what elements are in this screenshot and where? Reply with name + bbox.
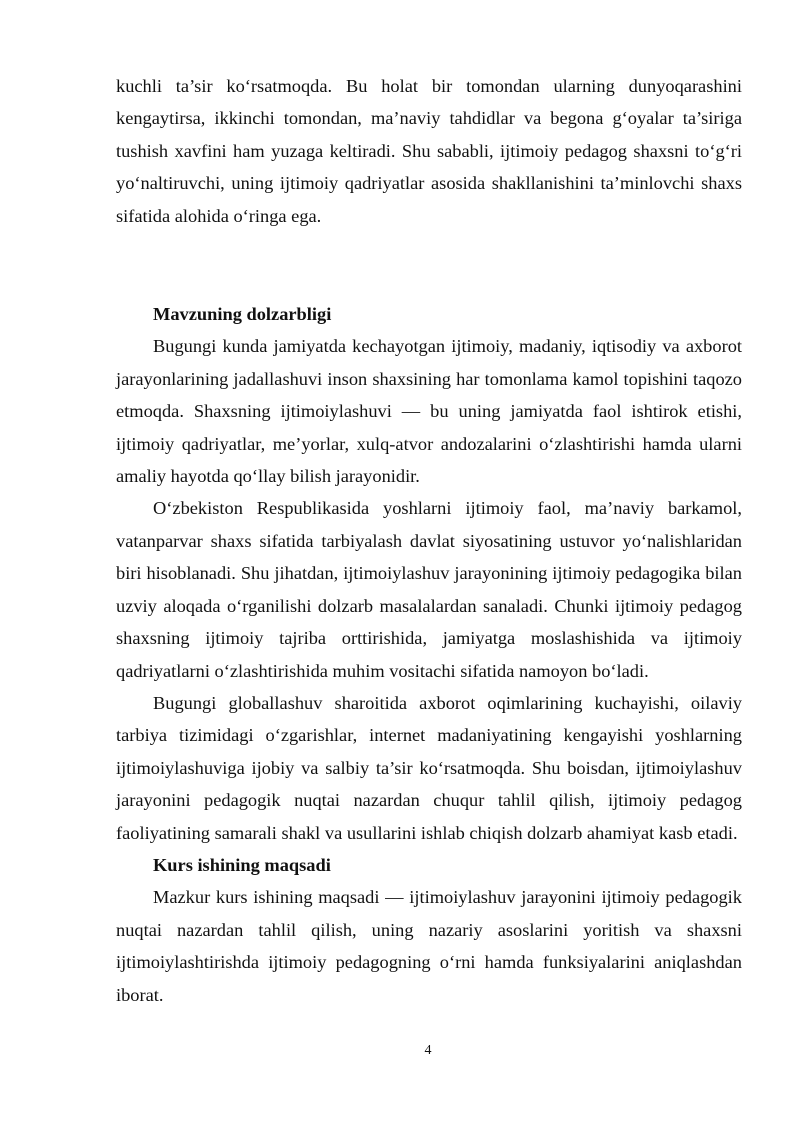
heading-goal: Kurs ishining maqsadi	[153, 854, 331, 875]
paragraph-goal: Mazkur kurs ishining maqsadi — ijtimoiylashuv jarayonini ijtimoiy pedagogik nuqtai nazardan tahlil qilish, uning nazariy asoslarini yoritish va shaxsni ijtimoiylashtirishda ijtimoiy pedagogning o‘rni hamda funksiyalarini aniqlashdan iborat.	[116, 887, 742, 1005]
heading-relevance: Mavzuning dolzarbligi	[153, 304, 332, 325]
page-body	[116, 70, 742, 1011]
paragraph-relevance-3: Bugungi globallashuv sharoitida axborot oqimlarining kuchayishi, oilaviy tarbiya tizimidagi o‘zgarishlar, internet madaniyatining kengayishi yoshlarning ijtimoiylashuviga ijobiy va salbiy ta’sir ko‘rsatmoqda. Shu boisdan, ijtimoiylashuv jarayonini pedagogik nuqtai nazardan chuqur tahlil qilish, ijtimoiy pedagog faoliyatining samarali shakl va usullarini ishlab chiqish dolzarb ahamiyat kasb etadi.	[116, 692, 742, 843]
paragraph-relevance-2: O‘zbekiston Respublikasida yoshlarni ijtimoiy faol, ma’naviy barkamol, vatanparvar shaxs sifatida tarbiyalash davlat siyosatining ustuvor yo‘nalishlaridan biri hisoblanadi. Shu jihatdan, ijtimoiylashuv jarayonining ijtimoiy pedagogika bilan uzviy aloqada o‘rganilishi dolzarb masalalardan sanaladi. Chunki ijtimoiy pedagog shaxsning ijtimoiy tajriba orttirishida, jamiyatga moslashishida va ijtimoiy qadriyatlarni o‘zlashtirishida muhim vositachi sifatida namoyon bo‘ladi.	[116, 498, 742, 681]
paragraph-continued: kuchli ta’sir ko‘rsatmoqda. Bu holat bir tomondan ularning dunyoqarashini kengaytirsa, ikkinchi tomondan, ma’naviy tahdidlar va begona g‘oyalar ta’siriga tushish xavfini ham yuzaga keltiradi. Shu sababli, ijtimoiy pedagog shaxsni to‘g‘ri yo‘naltiruvchi, uning ijtimoiy qadriyatlar asosida shakllanishini ta’minlovchi shaxs sifatida alohida o‘ringa ega.	[116, 76, 742, 226]
paragraph-relevance-1: Bugungi kunda jamiyatda kechayotgan ijtimoiy, madaniy, iqtisodiy va axborot jarayonlarining jadallashuvi inson shaxsining har tomonlama kamol topishini taqozo etmoqda. Shaxsning ijtimoiylashuvi — bu uning jamiyatda faol ishtirok etishi, ijtimoiy qadriyatlar, me’yorlar, xulq-atvor andozalarini o‘zlashtirishi hamda ularni amaliy hayotda qo‘llay bilish jarayonidir.	[116, 336, 742, 487]
section-gap	[116, 232, 742, 298]
page-number: 4	[424, 1043, 432, 1058]
